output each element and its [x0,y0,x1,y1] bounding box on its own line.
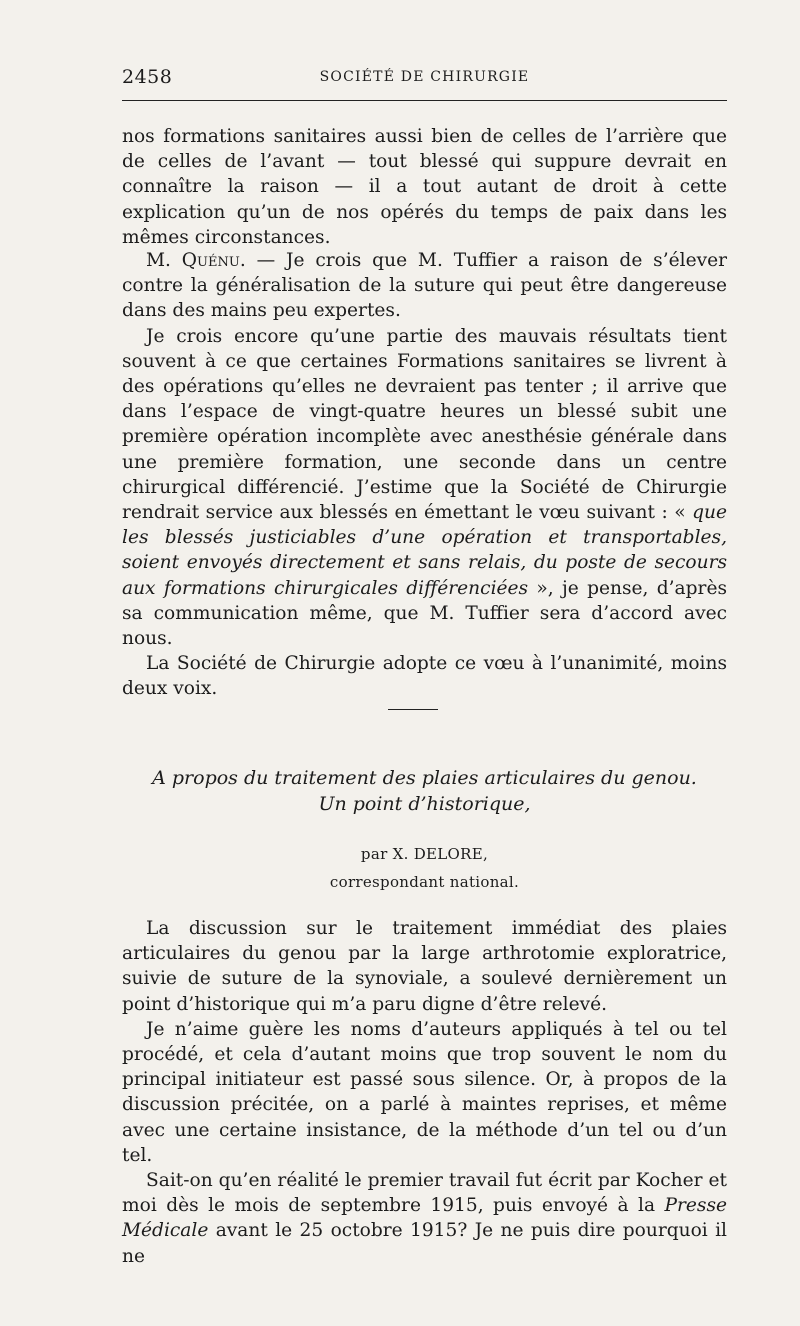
article-body [122,916,727,1269]
title-line: Un point d’historique, [318,793,531,815]
header-rule [122,100,727,101]
paragraph-text: », je pense, d’après sa communication même, que M. Tuffier sera d’accord avec nous. [122,577,727,650]
page-number: 2458 [122,66,173,88]
paragraph: nos formations sanitaires aussi bien de celles de l’arrière que de celles de l’avant — tout blessé qui suppure devrait en connaître la raison — il a tout autant de droit à cette explication qu’un de nos opérés du temps de paix dans les mêmes circonstances. [122,126,727,248]
paragraph: La Société de Chirurgie adopte ce vœu à l’unanimité, moins deux voix. [122,653,727,700]
author: par X. DELORE, [360,845,489,863]
paragraph [122,1168,727,1269]
title-line: A propos du traitement des plaies articulaires du genou. [152,767,697,789]
journal-name: Presse Médicale [122,1195,727,1242]
discussion-block-2 [122,248,727,702]
paragraph: La discussion sur le traitement immédiat des plaies articulaires du genou par la large arthrotomie exploratrice, suivie de suture de la synoviale, a soulevé dernièrement un point d’historique qui m’a paru digne d’être relevé. [122,918,727,1015]
paragraph-text: — Je crois que M. Tuffier a raison de s’élever contre la généralisation de la suture qui peut être dangereuse dans des mains peu expertes. [122,250,727,322]
paragraph: Je n’aime guère les noms d’auteurs appliqués à tel ou tel procédé, et cela d’autant moins que trop souvent le nom du principal initiateur est passé sous silence. Or, à propos de la discussion précitée, on a parlé à maintes reprises, et même avec une certaine insistance, de la méthode d’un tel ou d’un tel. [122,1018,727,1166]
quoted-resolution: que les blessés justiciables d’une opération et transportables, soient envoyés directement et sans relais, du poste de secours aux formations chirurgicales différenciées [122,502,727,599]
byline [122,840,727,896]
section-divider [388,709,438,710]
speaker-name: M. Quénu. [146,250,246,271]
affiliation: correspondant national. [329,873,520,891]
paragraph [122,248,727,324]
paragraph-text: Je crois encore qu’une partie des mauvais résultats tient souvent à ce que certaines Formations sanitaires se livrent à des opérations qu’elles ne devraient pas tenter ; il arrive que dans l’espace de vingt-quatre heures un blessé subit une première opération incomplète avec anesthésie générale dans une première formation, une seconde dans un centre chirurgical différencié. J’estime que la Société de Chirurgie rendrait service aux blessés en émettant le vœu suivant : « [122,325,727,524]
running-title: SOCIÉTÉ DE CHIRURGIE [319,69,530,85]
discussion-block [122,124,727,250]
paragraph [122,324,727,652]
paragraph-text: avant le 25 octobre 1915? Je ne puis dire pourquoi il ne [122,1220,727,1267]
page-header [122,66,727,90]
article-title [122,765,727,817]
paragraph-text: Sait-on qu’en réalité le premier travail fut écrit par Kocher et moi dès le mois de septembre 1915, puis envoyé à la [122,1170,727,1217]
